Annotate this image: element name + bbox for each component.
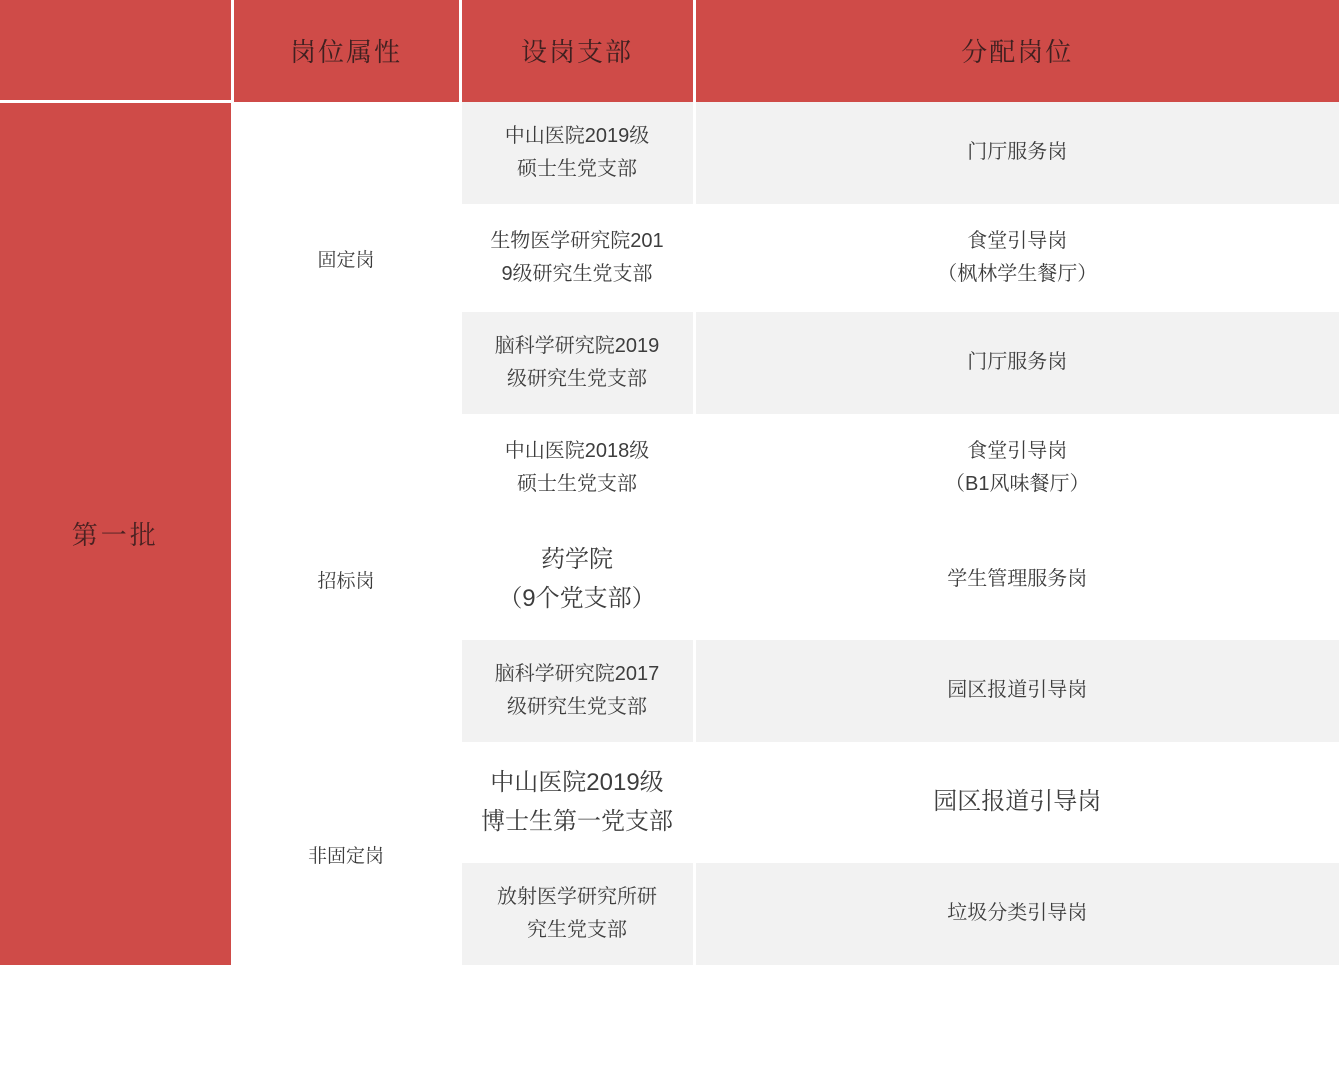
header-cell-batch [0,0,232,102]
batch-cell: 第一批 [0,102,232,965]
branch-line: （9个党支部） [498,585,656,613]
branch-cell [460,743,694,861]
branch-line: 究生党支部 [527,918,627,941]
branch-line: 脑科学研究院2019 [494,334,660,357]
post-cell [694,520,1339,638]
branch-line: 生物医学研究院201 [490,229,664,252]
post-cell [694,861,1339,965]
header-cell-post: 分配岗位 [694,0,1339,102]
branch-cell [460,638,694,743]
branch-line: 中山医院2019级 [490,768,664,796]
header-cell-branch: 设岗支部 [460,0,694,102]
branch-cell [460,415,694,520]
attribute-cell-bid: 招标岗 [232,415,460,743]
post-line: 垃圾分类引导岗 [947,902,1088,925]
post-line: 食堂引导岗 [967,439,1068,462]
branch-line: 中山医院2019级 [504,124,650,147]
branch-line: 博士生第一党支部 [481,808,673,836]
branch-line: 级研究生党支部 [507,695,647,718]
post-cell [694,415,1339,520]
branch-cell [460,861,694,965]
post-cell [694,310,1339,415]
header-row [0,0,1339,102]
branch-line: 脑科学研究院2017 [494,662,660,685]
post-line: 园区报道引导岗 [933,788,1102,816]
branch-line: 级研究生党支部 [507,367,647,390]
post-line: 门厅服务岗 [967,141,1068,163]
branch-cell [460,310,694,415]
branch-line: 硕士生党支部 [517,157,637,180]
post-line: 园区报道引导岗 [947,679,1088,702]
branch-line: 中山医院2018级 [504,439,650,462]
post-cell [694,638,1339,743]
post-cell [694,743,1339,861]
post-cell [694,102,1339,206]
branch-line: 9级研究生党支部 [501,262,653,285]
branch-line: 硕士生党支部 [517,472,637,495]
branch-cell [460,102,694,206]
branch-line: 药学院 [541,545,613,573]
post-cell [694,205,1339,310]
post-line: 食堂引导岗 [967,229,1068,252]
table-row [0,102,1339,206]
post-line: 门厅服务岗 [967,351,1068,373]
branch-line: 放射医学研究所研 [497,885,657,908]
branch-cell [460,205,694,310]
branch-cell [460,520,694,638]
table-header [0,0,1339,102]
post-line: 学生管理服务岗 [947,567,1088,590]
attribute-cell-fixed: 固定岗 [232,102,460,416]
header-cell-attribute: 岗位属性 [232,0,460,102]
post-line: （枫林学生餐厅） [937,262,1098,285]
table-body [0,102,1339,965]
attribute-cell-nonfixed: 非固定岗 [232,743,460,965]
post-line: （B1风味餐厅） [945,472,1090,495]
